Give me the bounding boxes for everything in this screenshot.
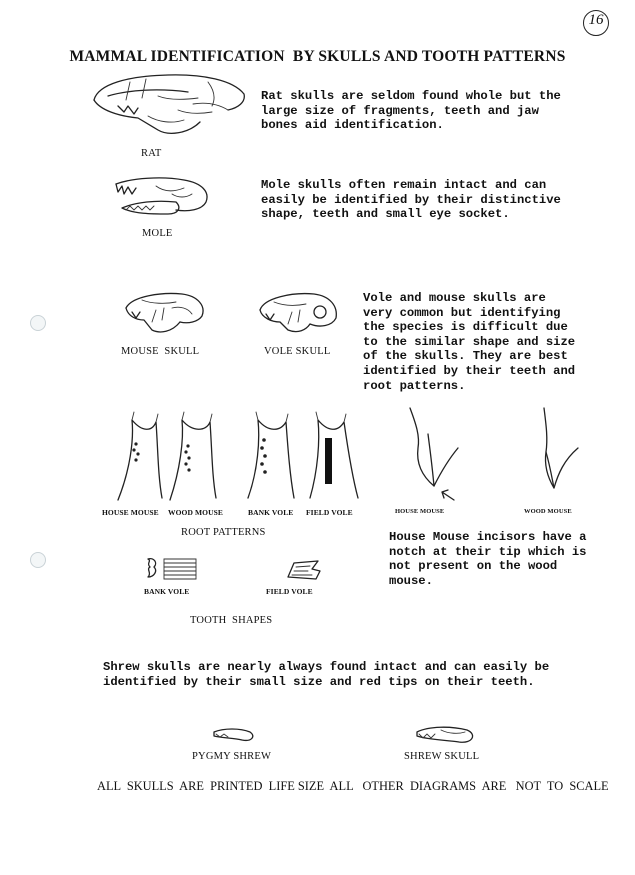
mole-description: Mole skulls often remain intact and can easily be identified by their distinctive shape, teeth and small eye socket. bbox=[261, 178, 561, 222]
scale-note: ALL SKULLS ARE PRINTED LIFE SIZE ALL OTHER DIAGRAMS ARE NOT TO SCALE bbox=[97, 779, 609, 793]
bank-vole-tooth-illustration bbox=[144, 555, 200, 585]
vole-skull-caption: VOLE SKULL bbox=[264, 346, 331, 357]
mouse-skull-illustration bbox=[122, 290, 206, 336]
pygmy-shrew-caption: PYGMY SHREW bbox=[192, 751, 272, 762]
tooth-label-field-vole: FIELD VOLE bbox=[266, 587, 313, 596]
rat-caption: RAT bbox=[141, 148, 162, 159]
root-patterns-illustration bbox=[112, 410, 372, 504]
root-label-house-mouse: HOUSE MOUSE bbox=[102, 508, 159, 517]
incisor-description: House Mouse incisors have a notch at their tip which is not present on the wood mouse. bbox=[389, 530, 587, 588]
shrew-skull-caption: SHREW SKULL bbox=[404, 751, 480, 762]
binder-hole-bottom bbox=[30, 552, 46, 568]
incisor-label-house-mouse: HOUSE MOUSE bbox=[395, 508, 445, 515]
mouse-skull-caption: MOUSE SKULL bbox=[121, 346, 200, 357]
tooth-label-bank-vole: BANK VOLE bbox=[144, 587, 190, 596]
mouse-vole-description: Vole and mouse skulls are very common but identifying the species is difficult due to the similar shape and size of the skulls. They are best identified by their teeth and root patterns. bbox=[363, 291, 576, 393]
page-title: MAMMAL IDENTIFICATION BY SKULLS AND TOOTH PATTERNS bbox=[69, 48, 566, 65]
shrew-description: Shrew skulls are nearly always found intact and can easily be identified by their small size and red tips on their teeth. bbox=[103, 660, 550, 689]
mole-caption: MOLE bbox=[142, 228, 173, 239]
shrew-skull-illustration bbox=[415, 724, 477, 746]
root-label-wood-mouse: WOOD MOUSE bbox=[168, 508, 223, 517]
root-label-bank-vole: BANK VOLE bbox=[248, 508, 294, 517]
wood-mouse-incisor-illustration bbox=[532, 404, 582, 496]
vole-skull-illustration bbox=[256, 290, 340, 336]
rat-description: Rat skulls are seldom found whole but the large size of fragments, teeth and jaw bones aid identification. bbox=[261, 89, 561, 133]
mole-skull-illustration bbox=[112, 172, 212, 218]
house-mouse-incisor-illustration bbox=[404, 404, 464, 500]
field-vole-tooth-illustration bbox=[286, 559, 322, 581]
root-label-field-vole: FIELD VOLE bbox=[306, 508, 353, 517]
incisor-label-wood-mouse: WOOD MOUSE bbox=[524, 508, 572, 515]
binder-hole-top bbox=[30, 315, 46, 331]
rat-skull-illustration bbox=[88, 70, 248, 140]
page-number: 16 bbox=[588, 12, 604, 28]
tooth-shapes-heading: TOOTH SHAPES bbox=[190, 615, 273, 626]
root-patterns-heading: ROOT PATTERNS bbox=[181, 527, 266, 538]
pygmy-shrew-illustration bbox=[212, 726, 256, 744]
